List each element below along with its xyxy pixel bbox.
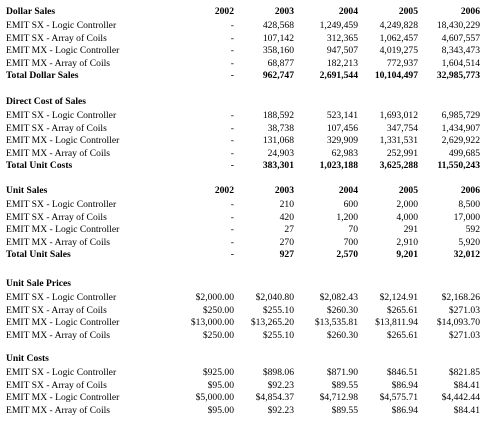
cell-value: 17,000: [453, 211, 480, 223]
table-row: [0, 199, 489, 211]
table-row: [0, 405, 489, 417]
total-row-dollar-sales: [0, 70, 489, 82]
cell-value: $265.61: [386, 304, 418, 316]
year-header: 2002: [214, 6, 234, 17]
cell-value: $4,575.71: [379, 392, 418, 404]
table-row: [0, 330, 489, 342]
section-title: Unit Costs: [6, 353, 49, 364]
cell-value: -: [230, 211, 234, 223]
cell-value: -: [230, 20, 234, 32]
table-row: [0, 148, 489, 160]
cell-value: 107,142: [262, 32, 294, 44]
table-row: [0, 292, 489, 304]
table-row: [0, 20, 489, 32]
year-header: 2005: [398, 6, 418, 17]
cell-value: 1,693,012: [379, 110, 418, 122]
section-header-dollar-sales: [0, 6, 489, 18]
section-title: Dollar Sales: [6, 6, 56, 17]
table-row: [0, 367, 489, 379]
total-value: 962,747: [262, 70, 294, 82]
cell-value: $2,168.26: [441, 292, 480, 304]
row-label: EMIT MX - Array of Coils: [6, 404, 111, 416]
cell-value: 329,909: [326, 135, 358, 147]
total-value: -: [230, 70, 234, 82]
cell-value: 8,343,473: [441, 45, 480, 57]
cell-value: $2,124.91: [379, 292, 418, 304]
total-value: 927: [279, 249, 294, 261]
table-row: [0, 58, 489, 70]
cell-value: $84.41: [453, 379, 480, 391]
cell-value: 2,910: [396, 236, 418, 248]
table-row: [0, 224, 489, 236]
table-row: [0, 317, 489, 329]
cell-value: 107,456: [326, 122, 358, 134]
row-label: EMIT MX - Array of Coils: [6, 147, 111, 159]
row-label: EMIT SX - Array of Coils: [6, 32, 107, 44]
table-row: [0, 380, 489, 392]
cell-value: $92.23: [267, 379, 294, 391]
cell-value: 270: [279, 236, 294, 248]
cell-value: 8,500: [458, 199, 480, 211]
row-label: EMIT SX - Logic Controller: [6, 110, 117, 122]
cell-value: 1,200: [336, 211, 358, 223]
cell-value: 1,331,531: [379, 135, 418, 147]
year-header: 2006: [460, 6, 480, 17]
row-label: EMIT SX - Array of Coils: [6, 379, 107, 391]
section-title: Unit Sales: [6, 185, 48, 196]
cell-value: -: [230, 236, 234, 248]
cell-value: 62,983: [331, 147, 358, 159]
total-value: 2,691,544: [319, 70, 358, 82]
cell-value: 68,877: [267, 57, 294, 69]
total-value: 32,012: [453, 249, 480, 261]
cell-value: $2,040.80: [255, 292, 294, 304]
cell-value: 5,920: [458, 236, 480, 248]
cell-value: 358,160: [262, 45, 294, 57]
table-row: [0, 45, 489, 57]
cell-value: -: [230, 122, 234, 134]
year-header: 2006: [460, 185, 480, 196]
cell-value: $250.00: [202, 329, 234, 341]
cell-value: -: [230, 45, 234, 57]
cell-value: 600: [343, 199, 358, 211]
year-header: 2005: [398, 185, 418, 196]
cell-value: 188,592: [262, 110, 294, 122]
row-label: EMIT MX - Logic Controller: [6, 224, 120, 236]
cell-value: 1,434,907: [441, 122, 480, 134]
cell-value: 27: [284, 224, 294, 236]
row-label: EMIT MX - Logic Controller: [6, 45, 120, 57]
cell-value: $5,000.00: [195, 392, 234, 404]
year-header: 2004: [338, 6, 358, 17]
total-value: 1,023,188: [319, 160, 358, 172]
total-value: 32,985,773: [436, 70, 480, 82]
cell-value: 420: [279, 211, 294, 223]
section-header-direct-cost: [0, 96, 489, 108]
cell-value: 4,000: [396, 211, 418, 223]
cell-value: $260.30: [326, 329, 358, 341]
row-label: EMIT SX - Array of Coils: [6, 122, 107, 134]
row-label: EMIT SX - Logic Controller: [6, 20, 117, 32]
cell-value: 4,249,828: [379, 20, 418, 32]
cell-value: $89.55: [331, 404, 358, 416]
cell-value: -: [230, 135, 234, 147]
cell-value: $255.10: [262, 304, 294, 316]
cell-value: -: [230, 32, 234, 44]
row-label: EMIT MX - Logic Controller: [6, 392, 120, 404]
cell-value: $95.00: [207, 404, 234, 416]
cell-value: $255.10: [262, 329, 294, 341]
row-label: EMIT MX - Array of Coils: [6, 57, 111, 69]
year-header: 2004: [338, 185, 358, 196]
cell-value: $4,442.44: [441, 392, 480, 404]
cell-value: 947,507: [326, 45, 358, 57]
section-header-unit-costs: [0, 353, 489, 365]
cell-value: $13,000.00: [190, 317, 234, 329]
cell-value: $846.51: [386, 367, 418, 379]
cell-value: 772,937: [386, 57, 418, 69]
year-header: 2003: [274, 185, 294, 196]
cell-value: $271.03: [448, 304, 480, 316]
cell-value: 592: [465, 224, 480, 236]
cell-value: 312,365: [326, 32, 358, 44]
cell-value: 4,019,275: [379, 45, 418, 57]
section-title: Direct Cost of Sales: [6, 96, 87, 107]
cell-value: 38,738: [267, 122, 294, 134]
cell-value: -: [230, 57, 234, 69]
row-label: EMIT MX - Logic Controller: [6, 135, 120, 147]
cell-value: 428,568: [262, 20, 294, 32]
cell-value: $89.55: [331, 379, 358, 391]
cell-value: $871.90: [326, 367, 358, 379]
cell-value: $86.94: [391, 404, 418, 416]
year-header: 2003: [274, 6, 294, 17]
cell-value: 347,754: [386, 122, 418, 134]
cell-value: 2,629,922: [441, 135, 480, 147]
cell-value: $13,535.81: [314, 317, 358, 329]
cell-value: $4,854.37: [255, 392, 294, 404]
cell-value: 499,685: [448, 147, 480, 159]
cell-value: 252,991: [386, 147, 418, 159]
table-row: [0, 392, 489, 404]
row-label: EMIT SX - Logic Controller: [6, 199, 117, 211]
row-label: EMIT SX - Logic Controller: [6, 367, 117, 379]
cell-value: $260.30: [326, 304, 358, 316]
total-value: 3,625,288: [379, 160, 418, 172]
table-row: [0, 110, 489, 122]
total-value: 2,570: [336, 249, 358, 261]
cell-value: $2,082.43: [319, 292, 358, 304]
cell-value: 2,000: [396, 199, 418, 211]
row-label: EMIT MX - Array of Coils: [6, 329, 111, 341]
cell-value: $821.85: [448, 367, 480, 379]
total-label: Total Dollar Sales: [6, 70, 79, 82]
total-label: Total Unit Sales: [6, 249, 71, 261]
cell-value: 131,068: [262, 135, 294, 147]
row-label: EMIT SX - Array of Coils: [6, 211, 107, 223]
row-label: EMIT MX - Logic Controller: [6, 317, 120, 329]
section-title: Unit Sale Prices: [6, 278, 72, 289]
year-header: 2002: [214, 185, 234, 196]
cell-value: $271.03: [448, 329, 480, 341]
cell-value: $925.00: [202, 367, 234, 379]
table-row: [0, 33, 489, 45]
total-value: 383,301: [262, 160, 294, 172]
total-value: 11,550,243: [437, 160, 480, 172]
cell-value: $14,093.70: [436, 317, 480, 329]
cell-value: -: [230, 110, 234, 122]
cell-value: 1,249,459: [319, 20, 358, 32]
cell-value: 700: [343, 236, 358, 248]
table-row: [0, 305, 489, 317]
cell-value: $2,000.00: [195, 292, 234, 304]
table-row: [0, 212, 489, 224]
cell-value: 70: [348, 224, 358, 236]
cell-value: $250.00: [202, 304, 234, 316]
total-value: 9,201: [396, 249, 418, 261]
total-row-direct-cost: [0, 160, 489, 172]
cell-value: $898.06: [262, 367, 294, 379]
cell-value: 523,141: [326, 110, 358, 122]
section-header-unit-sales: [0, 185, 489, 197]
cell-value: 6,985,729: [441, 110, 480, 122]
total-value: 10,104,497: [374, 70, 418, 82]
cell-value: 1,062,457: [379, 32, 418, 44]
table-row: [0, 135, 489, 147]
table-row: [0, 237, 489, 249]
row-label: EMIT MX - Array of Coils: [6, 236, 111, 248]
cell-value: 210: [279, 199, 294, 211]
cell-value: $92.23: [267, 404, 294, 416]
cell-value: 291: [403, 224, 418, 236]
cell-value: $13,265.20: [250, 317, 294, 329]
cell-value: -: [230, 199, 234, 211]
cell-value: -: [230, 224, 234, 236]
cell-value: 18,430,229: [436, 20, 480, 32]
section-header-unit-sale-prices: [0, 278, 489, 290]
cell-value: $84.41: [453, 404, 480, 416]
cell-value: 182,213: [326, 57, 358, 69]
cell-value: 24,903: [267, 147, 294, 159]
total-value: -: [230, 160, 234, 172]
cell-value: $4,712.98: [319, 392, 358, 404]
cell-value: $13,811.94: [375, 317, 418, 329]
cell-value: $265.61: [386, 329, 418, 341]
total-value: -: [230, 249, 234, 261]
cell-value: $86.94: [391, 379, 418, 391]
row-label: EMIT SX - Array of Coils: [6, 304, 107, 316]
cell-value: 4,607,557: [441, 32, 480, 44]
cell-value: -: [230, 147, 234, 159]
cell-value: $95.00: [207, 379, 234, 391]
table-row: [0, 123, 489, 135]
total-row-unit-sales: [0, 249, 489, 261]
row-label: EMIT SX - Logic Controller: [6, 292, 117, 304]
total-label: Total Unit Costs: [6, 160, 73, 172]
cell-value: 1,604,514: [441, 57, 480, 69]
